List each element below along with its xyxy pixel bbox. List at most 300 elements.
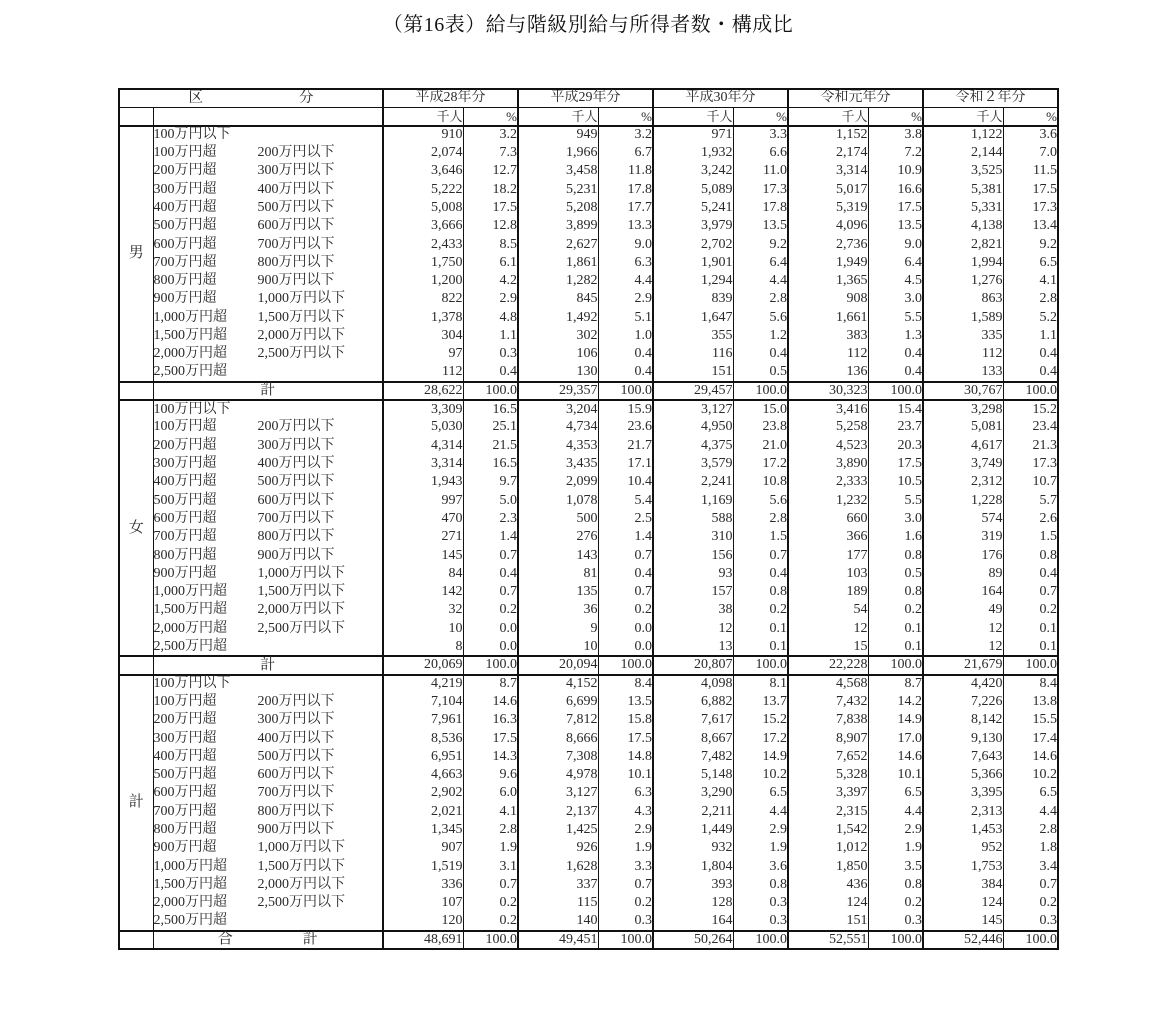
cell-percent: 1.9	[868, 839, 923, 857]
bracket-label	[153, 583, 383, 601]
cell-count: 310	[653, 528, 733, 546]
cell-percent: 0.4	[598, 565, 653, 583]
cell-percent: 4.3	[598, 803, 653, 821]
bracket-upper: 400万円以下	[257, 456, 335, 472]
cell-percent: 8.7	[868, 675, 923, 693]
cell-percent: 0.5	[733, 363, 788, 381]
cell-percent: 0.7	[463, 546, 518, 564]
cell-percent: 17.3	[1032, 199, 1057, 215]
cell-count: 4,375	[653, 437, 733, 455]
bracket-lower: 1,000万円超	[153, 584, 227, 600]
header-unit-count-4: 千人	[923, 107, 1003, 125]
cell-percent: 0.1	[1039, 638, 1057, 654]
cell-percent: 6.3	[598, 254, 653, 272]
cell-count: 8,667	[653, 729, 733, 747]
bracket-label	[153, 839, 383, 857]
cell-percent: 10.8	[733, 473, 788, 491]
table-row	[119, 876, 1058, 894]
bracket-label	[153, 857, 383, 875]
bracket-label	[153, 455, 383, 473]
table-body	[119, 126, 1058, 949]
bracket-label	[153, 748, 383, 766]
cell-percent: 3.0	[868, 290, 923, 308]
cell-percent: 0.2	[598, 894, 653, 912]
cell-percent: 4.8	[463, 309, 518, 327]
cell-percent: 17.2	[733, 455, 788, 473]
cell-count: 822	[383, 290, 463, 308]
bracket-label	[153, 638, 383, 656]
cell-percent: 10.5	[868, 473, 923, 491]
cell-percent: 0.2	[463, 912, 518, 930]
total-cell-count: 29,357	[518, 382, 598, 400]
cell-percent: 0.1	[1039, 620, 1057, 636]
bracket-lower: 500万円超	[153, 492, 217, 508]
cell-count: 2,702	[653, 235, 733, 253]
cell-count: 143	[518, 546, 598, 564]
cell-percent: 10.2	[733, 766, 788, 784]
cell-percent: 0.3	[868, 912, 923, 930]
cell-percent: 4.4	[733, 272, 788, 290]
bracket-lower: 900万円超	[153, 291, 217, 307]
table-row	[119, 180, 1058, 198]
cell-percent: 0.4	[868, 345, 923, 363]
bracket-upper: 2,500万円以下	[257, 346, 345, 362]
table-row	[119, 473, 1058, 491]
cell-count: 3,525	[923, 162, 1003, 180]
cell-percent: 8.4	[598, 675, 653, 693]
cell-percent: 0.7	[463, 583, 518, 601]
cell-percent: 14.9	[733, 748, 788, 766]
cell-count: 2,312	[923, 473, 1003, 491]
cell-count: 7,838	[788, 711, 868, 729]
bracket-label	[153, 729, 383, 747]
cell-percent: 0.1	[868, 620, 923, 638]
cell-count: 2,174	[788, 144, 868, 162]
cell-count: 1,750	[383, 254, 463, 272]
cell-count: 3,666	[383, 217, 463, 235]
cell-percent: 13.5	[598, 693, 653, 711]
cell-count: 32	[383, 601, 463, 619]
cell-percent: 0.3	[1039, 913, 1057, 928]
cell-percent: 1.9	[598, 839, 653, 857]
cell-count: 135	[518, 583, 598, 601]
cell-count: 5,241	[653, 199, 733, 217]
cell-count: 9,130	[923, 729, 1003, 747]
cell-percent: 4.5	[868, 272, 923, 290]
cell-count: 574	[923, 510, 1003, 528]
cell-percent: 9.7	[463, 473, 518, 491]
cell-count: 3,290	[653, 784, 733, 802]
bracket-lower: 700万円超	[153, 803, 217, 819]
cell-percent: 6.0	[463, 784, 518, 802]
bracket-lower: 200万円超	[153, 712, 217, 728]
total-cell-count: 52,551	[788, 931, 868, 949]
cell-percent: 3.3	[733, 126, 788, 144]
cell-percent: 0.7	[598, 876, 653, 894]
cell-percent: 2.9	[733, 821, 788, 839]
bracket-lower: 200万円超	[153, 437, 217, 453]
grand-total-label-a: 合	[217, 931, 233, 948]
header-unit-blank-label	[153, 107, 383, 125]
total-cell-percent: 100.0	[868, 656, 923, 674]
cell-percent: 3.6	[1039, 127, 1057, 143]
cell-count: 5,328	[788, 766, 868, 784]
table-row	[119, 162, 1058, 180]
bracket-lower: 1,000万円超	[153, 309, 227, 325]
cell-count: 1,122	[923, 126, 1003, 144]
bracket-upper: 2,000万円以下	[257, 328, 345, 343]
cell-count: 1,425	[518, 821, 598, 839]
cell-count: 4,523	[788, 437, 868, 455]
subtotal-row	[119, 382, 1058, 400]
cell-percent: 17.3	[1032, 456, 1057, 472]
cell-percent: 3.8	[868, 126, 923, 144]
total-cell-percent: 100.0	[733, 382, 788, 400]
cell-percent: 8.1	[733, 675, 788, 693]
cell-count: 319	[923, 528, 1003, 546]
table-row	[119, 235, 1058, 253]
cell-percent: 14.2	[868, 693, 923, 711]
cell-count: 8	[383, 638, 463, 656]
bracket-label	[153, 437, 383, 455]
cell-count: 2,211	[653, 803, 733, 821]
cell-percent: 9.2	[733, 235, 788, 253]
cell-percent: 17.8	[598, 180, 653, 198]
cell-percent: 17.5	[598, 729, 653, 747]
cell-count: 3,397	[788, 784, 868, 802]
cell-percent: 6.3	[598, 784, 653, 802]
cell-percent: 12.8	[463, 217, 518, 235]
bracket-upper: 400万円以下	[257, 730, 335, 746]
cell-percent: 1.9	[733, 839, 788, 857]
cell-percent: 0.2	[1039, 895, 1057, 911]
cell-percent: 1.6	[868, 528, 923, 546]
total-cell-count: 50,264	[653, 931, 733, 949]
cell-count: 176	[923, 546, 1003, 564]
bracket-lower: 800万円超	[153, 547, 217, 563]
cell-percent: 3.2	[463, 126, 518, 144]
bracket-upper: 200万円以下	[257, 419, 335, 435]
cell-count: 84	[383, 565, 463, 583]
cell-count: 12	[923, 638, 1003, 656]
cell-count: 5,258	[788, 418, 868, 436]
cell-percent: 0.7	[1039, 584, 1057, 600]
header-unit-pct-2: %	[733, 107, 788, 125]
cell-percent: 5.5	[868, 492, 923, 510]
cell-count: 1,753	[923, 857, 1003, 875]
cell-count: 4,950	[653, 418, 733, 436]
cell-count: 7,617	[653, 711, 733, 729]
cell-percent: 6.5	[1039, 254, 1057, 270]
cell-percent: 0.4	[463, 565, 518, 583]
cell-count: 1,282	[518, 272, 598, 290]
cell-percent: 13.5	[868, 217, 923, 235]
cell-count: 932	[653, 839, 733, 857]
cell-percent: 2.8	[1039, 291, 1057, 307]
cell-percent: 5.6	[733, 492, 788, 510]
bracket-label	[153, 876, 383, 894]
cell-count: 12	[788, 620, 868, 638]
cell-percent: 13.7	[733, 693, 788, 711]
cell-percent: 15.8	[598, 711, 653, 729]
table-row	[119, 565, 1058, 583]
cell-percent: 21.7	[598, 437, 653, 455]
cell-percent: 15.4	[868, 400, 923, 418]
cell-percent: 5.7	[1039, 492, 1057, 508]
table-row	[119, 309, 1058, 327]
bracket-label	[153, 162, 383, 180]
bracket-label	[153, 363, 383, 381]
cell-percent: 1.2	[733, 327, 788, 345]
table-row	[119, 803, 1058, 821]
cell-count: 1,943	[383, 473, 463, 491]
bracket-lower: 400万円超	[153, 199, 217, 215]
cell-percent: 0.7	[463, 876, 518, 894]
cell-count: 7,482	[653, 748, 733, 766]
bracket-upper: 1,500万円以下	[257, 309, 345, 325]
cell-percent: 17.4	[1032, 730, 1057, 746]
cell-percent: 14.6	[463, 693, 518, 711]
bracket-lower: 2,500万円超	[153, 364, 227, 380]
cell-count: 81	[518, 565, 598, 583]
table-row	[119, 144, 1058, 162]
cell-percent: 3.0	[868, 510, 923, 528]
cell-percent: 0.1	[733, 638, 788, 656]
cell-count: 384	[923, 876, 1003, 894]
bracket-label	[153, 693, 383, 711]
bracket-lower: 900万円超	[153, 840, 217, 856]
cell-percent: 21.0	[733, 437, 788, 455]
bracket-label	[153, 510, 383, 528]
cell-percent: 21.5	[463, 437, 518, 455]
cell-count: 157	[653, 583, 733, 601]
cell-percent: 0.7	[598, 583, 653, 601]
bracket-upper: 600万円以下	[257, 218, 335, 234]
cell-count: 106	[518, 345, 598, 363]
table-row	[119, 327, 1058, 345]
bracket-label	[153, 217, 383, 235]
total-cell-percent: 100.0	[1003, 382, 1058, 400]
cell-percent: 6.5	[1039, 785, 1057, 801]
cell-count: 1,294	[653, 272, 733, 290]
bracket-label	[153, 675, 383, 693]
cell-count: 1,276	[923, 272, 1003, 290]
cell-count: 1,012	[788, 839, 868, 857]
table-row	[119, 199, 1058, 217]
total-cell-count: 22,228	[788, 656, 868, 674]
table-row	[119, 510, 1058, 528]
table-row	[119, 638, 1058, 656]
cell-count: 140	[518, 912, 598, 930]
bracket-label	[153, 912, 383, 930]
cell-percent: 4.1	[1039, 273, 1057, 289]
cell-percent: 6.6	[733, 144, 788, 162]
cell-count: 1,078	[518, 492, 598, 510]
cell-percent: 11.8	[598, 162, 653, 180]
cell-percent: 15.5	[1032, 712, 1057, 728]
bracket-lower: 300万円超	[153, 730, 217, 746]
total-cell-count: 20,094	[518, 656, 598, 674]
cell-percent: 0.2	[868, 894, 923, 912]
cell-percent: 17.5	[463, 199, 518, 217]
cell-percent: 1.9	[463, 839, 518, 857]
cell-count: 2,736	[788, 235, 868, 253]
cell-percent: 0.7	[1039, 876, 1057, 892]
cell-count: 10	[518, 638, 598, 656]
group-blank-cell	[119, 656, 153, 674]
grand-total-label	[153, 931, 383, 949]
cell-percent: 6.7	[598, 144, 653, 162]
bracket-lower: 2,000万円超	[153, 895, 227, 911]
bracket-upper: 200万円以下	[257, 145, 335, 161]
cell-count: 5,148	[653, 766, 733, 784]
cell-count: 1,949	[788, 254, 868, 272]
cell-percent: 4.4	[1039, 803, 1057, 819]
cell-count: 7,432	[788, 693, 868, 711]
bracket-lower: 1,500万円超	[153, 876, 227, 892]
cell-count: 120	[383, 912, 463, 930]
bracket-lower: 600万円超	[153, 785, 217, 801]
cell-percent: 1.1	[463, 327, 518, 345]
cell-count: 116	[653, 345, 733, 363]
table-header	[119, 89, 1058, 126]
cell-count: 136	[788, 363, 868, 381]
bracket-upper: 700万円以下	[257, 510, 335, 526]
cell-count: 1,492	[518, 309, 598, 327]
cell-count: 1,345	[383, 821, 463, 839]
bracket-lower: 300万円超	[153, 181, 217, 197]
cell-count: 355	[653, 327, 733, 345]
cell-count: 7,812	[518, 711, 598, 729]
cell-count: 3,298	[923, 400, 1003, 418]
table-row	[119, 784, 1058, 802]
bracket-label	[153, 766, 383, 784]
grand-total-row	[119, 931, 1058, 949]
cell-count: 2,333	[788, 473, 868, 491]
bracket-label	[153, 620, 383, 638]
bracket-upper: 1,000万円以下	[257, 565, 345, 581]
table-row	[119, 455, 1058, 473]
cell-count: 1,804	[653, 857, 733, 875]
bracket-label	[153, 601, 383, 619]
cell-count: 1,589	[923, 309, 1003, 327]
cell-count: 3,242	[653, 162, 733, 180]
cell-count: 124	[788, 894, 868, 912]
table-row	[119, 601, 1058, 619]
cell-count: 2,074	[383, 144, 463, 162]
cell-percent: 16.6	[868, 180, 923, 198]
cell-count: 3,458	[518, 162, 598, 180]
bracket-label	[153, 546, 383, 564]
cell-count: 366	[788, 528, 868, 546]
cell-count: 997	[383, 492, 463, 510]
bracket-lower: 100万円以下	[153, 127, 231, 143]
bracket-label	[153, 711, 383, 729]
header-row-units	[119, 107, 1058, 125]
salary-class-table	[118, 88, 1059, 950]
cell-percent: 2.6	[1039, 510, 1057, 526]
table-row	[119, 894, 1058, 912]
bracket-label	[153, 144, 383, 162]
cell-count: 4,219	[383, 675, 463, 693]
cell-count: 38	[653, 601, 733, 619]
cell-percent: 2.8	[733, 290, 788, 308]
table-row	[119, 363, 1058, 381]
cell-percent: 3.2	[598, 126, 653, 144]
header-kubun-b: 分	[299, 90, 314, 107]
table-row	[119, 400, 1058, 418]
cell-count: 49	[923, 601, 1003, 619]
bracket-upper: 1,000万円以下	[257, 291, 345, 307]
cell-count: 1,966	[518, 144, 598, 162]
cell-count: 177	[788, 546, 868, 564]
bracket-lower: 700万円超	[153, 529, 217, 545]
table-row	[119, 345, 1058, 363]
cell-count: 2,313	[923, 803, 1003, 821]
cell-percent: 0.4	[1039, 346, 1057, 362]
bracket-label	[153, 894, 383, 912]
cell-count: 2,821	[923, 235, 1003, 253]
cell-percent: 0.3	[598, 912, 653, 930]
cell-count: 1,994	[923, 254, 1003, 272]
cell-percent: 17.1	[598, 455, 653, 473]
cell-count: 8,536	[383, 729, 463, 747]
cell-percent: 5.0	[463, 492, 518, 510]
cell-percent: 10.1	[868, 766, 923, 784]
cell-count: 3,127	[518, 784, 598, 802]
bracket-upper: 900万円以下	[257, 822, 335, 838]
cell-percent: 1.4	[598, 528, 653, 546]
cell-count: 1,850	[788, 857, 868, 875]
table-row	[119, 528, 1058, 546]
total-cell-percent: 100.0	[463, 931, 518, 949]
cell-percent: 7.3	[463, 144, 518, 162]
cell-percent: 2.8	[733, 510, 788, 528]
cell-count: 5,381	[923, 180, 1003, 198]
cell-count: 436	[788, 876, 868, 894]
row-group-label-2: 計	[119, 675, 153, 931]
cell-percent: 20.3	[868, 437, 923, 455]
cell-percent: 4.2	[463, 272, 518, 290]
bracket-label	[153, 290, 383, 308]
bracket-label	[153, 309, 383, 327]
cell-percent: 1.4	[463, 528, 518, 546]
cell-count: 7,104	[383, 693, 463, 711]
cell-percent: 13.3	[598, 217, 653, 235]
total-cell-count: 30,767	[923, 382, 1003, 400]
cell-percent: 0.2	[1039, 602, 1057, 618]
cell-percent: 5.4	[598, 492, 653, 510]
cell-count: 5,331	[923, 199, 1003, 217]
cell-count: 4,152	[518, 675, 598, 693]
cell-percent: 17.2	[733, 729, 788, 747]
bracket-label	[153, 126, 383, 144]
bracket-lower: 500万円超	[153, 767, 217, 783]
bracket-upper: 900万円以下	[257, 273, 335, 289]
header-unit-pct-0: %	[463, 107, 518, 125]
cell-percent: 0.0	[598, 638, 653, 656]
total-cell-percent: 100.0	[868, 382, 923, 400]
cell-percent: 0.4	[1039, 364, 1057, 380]
bracket-upper: 300万円以下	[257, 712, 335, 728]
cell-percent: 2.9	[463, 290, 518, 308]
cell-percent: 3.3	[598, 857, 653, 875]
bracket-lower: 200万円超	[153, 163, 217, 179]
bracket-upper: 700万円以下	[257, 236, 335, 252]
bracket-lower: 2,500万円超	[153, 638, 227, 654]
cell-count: 907	[383, 839, 463, 857]
cell-percent: 9.0	[868, 235, 923, 253]
